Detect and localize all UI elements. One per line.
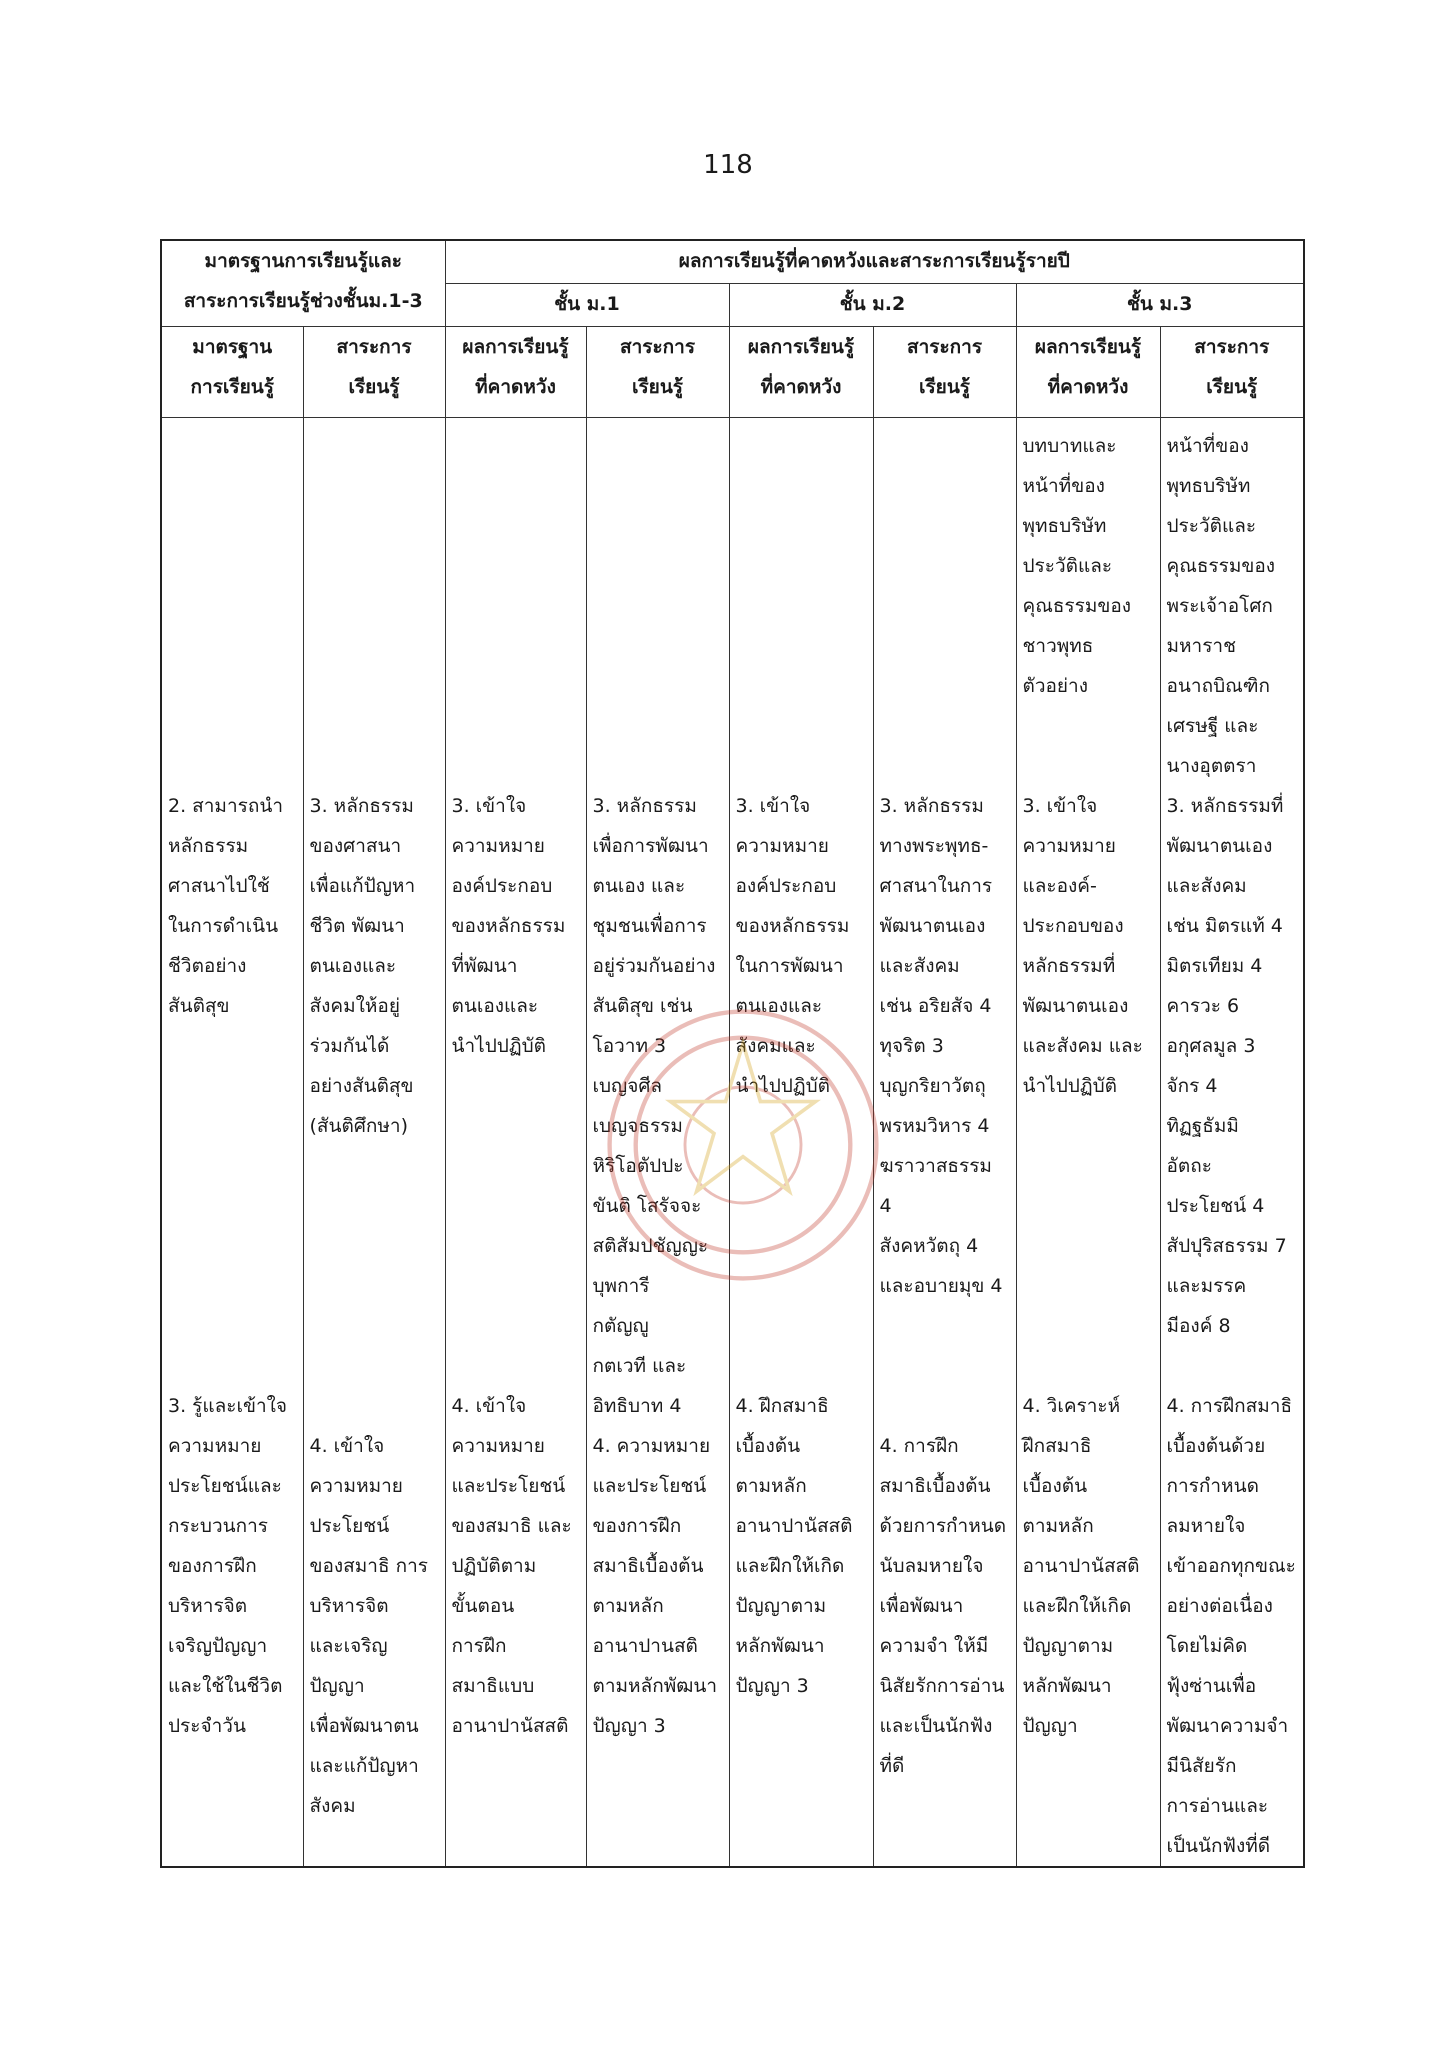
header-col-standard <box>161 327 303 418</box>
table-cell <box>873 418 1016 1868</box>
cell-text: 3. เข้าใจ ความหมาย และองค์- ประกอบของ หลักธรรมที่ พัฒนาตนเอง และสังคม และ นำไปปฏิบัติ <box>1022 795 1143 1097</box>
cell-text: 4. การฝึก สมาธิเบื้องต้น ด้วยการกำหนด นับลมหายใจ เพื่อพัฒนา ความจำ ให้มี นิสัยรักการอ่าน และเป็นนักฟัง ที่ดี <box>879 1435 1007 1777</box>
header-grade-m1: ชั้น ม.1 <box>445 284 729 327</box>
cell-text: หน้าที่ของ พุทธบริษัท ประวัติและ คุณธรรมของ พระเจ้าอโศก มหาราช อนาถบิณฑิก เศรษฐี และ นางอุตตรา <box>1166 435 1276 777</box>
header-col-label: ผลการเรียนรู้ ที่คาดหวัง <box>747 336 855 398</box>
table-cell <box>161 418 303 1868</box>
header-col-label: สาระการ เรียนรู้ <box>906 336 983 398</box>
header-col-label: ผลการเรียนรู้ ที่คาดหวัง <box>1034 336 1142 398</box>
table-cell <box>303 418 445 1868</box>
header-col-outcome-m2 <box>729 327 873 418</box>
table-cell <box>445 418 586 1868</box>
cell-text <box>168 426 297 786</box>
cell-text: 4. เข้าใจ ความหมาย และประโยชน์ ของสมาธิ และ ปฏิบัติตาม ขั้นตอน การฝึก สมาธิแบบ อานาปานัสสติ <box>451 1395 572 1737</box>
header-col-label: ผลการเรียนรู้ ที่คาดหวัง <box>462 336 569 398</box>
cell-text: 2. สามารถนำ หลักธรรม ศาสนาไปใช้ ในการดำเนิน ชีวิตอย่าง สันติสุข <box>168 795 283 1017</box>
cell-text: 3. หลักธรรม เพื่อการพัฒนา ตนเอง และ ชุมชนเพื่อการ อยู่ร่วมกันอย่าง สันติสุข เช่น โอวาท 3 เบญจศีล เบญจธรรม หิริโอตัปปะ ขันติ โสรัจจะ สติสัมปชัญญะ บุพการี กตัญญู กตเวที และ อิทธิบาท 4 <box>592 795 716 1417</box>
curriculum-table <box>160 239 1305 1868</box>
header-col-label: มาตรฐาน การเรียนรู้ <box>190 336 274 398</box>
cell-text <box>310 426 439 786</box>
cell-text: 4. เข้าใจ ความหมาย ประโยชน์ ของสมาธิ การ บริหารจิต และเจริญปัญญา เพื่อพัฒนาตน และแก้ปัญหา สังคม <box>309 1435 428 1817</box>
cell-text: 4. วิเคราะห์ ฝึกสมาธิ เบื้องต้น ตามหลัก อานาปานัสสติ และฝึกให้เกิด ปัญญาตาม หลักพัฒนา ปัญญา <box>1022 1395 1140 1737</box>
cell-text: 3. หลักธรรม ทางพระพุทธ- ศาสนาในการ พัฒนาตนเอง และสังคม เช่น อริยสัจ 4 ทุจริต 3 บุญกริยาวัตถุ พรหมวิหาร 4 ฆราวาสธรรม 4 สังคหวัตถุ 4 และอบายมุข 4 <box>879 795 1003 1297</box>
table-cell <box>1160 418 1304 1868</box>
header-col-label: สาระการ เรียนรู้ <box>1194 336 1270 398</box>
header-grade-m3: ชั้น ม.3 <box>1016 284 1304 327</box>
header-col-label: สาระการ เรียนรู้ <box>336 336 412 398</box>
header-outcomes-group <box>445 240 1304 284</box>
cell-text: 3. หลักธรรม ของศาสนา เพื่อแก้ปัญหา ชีวิต พัฒนา ตนเองและ สังคมให้อยู่ ร่วมกันได้ อย่างสันติสุข (สันติศึกษา) <box>309 795 416 1137</box>
table-cell <box>1016 418 1160 1868</box>
cell-text <box>593 426 723 786</box>
cell-text <box>452 426 580 786</box>
cell-text: 3. รู้และเข้าใจ ความหมาย ประโยชน์และ กระบวนการ ของการฝึก บริหารจิต เจริญปัญญา และใช้ในชีวิต ประจำวัน <box>168 1395 288 1737</box>
header-col-content-m1 <box>586 327 729 418</box>
cell-text: 3. เข้าใจ ความหมาย องค์ประกอบ ของหลักธรรม ในการพัฒนา ตนเองและ สังคมและ นำไปปฏิบัติ <box>735 795 850 1097</box>
header-col-content-m3 <box>1160 327 1304 418</box>
header-standards-group <box>161 240 445 327</box>
header-col-outcome-m3 <box>1016 327 1160 418</box>
table-cell <box>729 418 873 1868</box>
table-cell <box>586 418 729 1868</box>
header-col-label: สาระการ เรียนรู้ <box>619 336 696 398</box>
cell-text: 3. เข้าใจ ความหมาย องค์ประกอบ ของหลักธรรม ที่พัฒนา ตนเองและ นำไปปฏิบัติ <box>451 795 566 1057</box>
header-col-outcome-m1 <box>445 327 586 418</box>
header-outcomes-group-label: ผลการเรียนรู้ที่คาดหวังและสาระการเรียนรู้รายปี <box>678 250 1070 272</box>
cell-text: 3. หลักธรรมที่ พัฒนาตนเอง และสังคม เช่น มิตรแท้ 4 มิตรเทียม 4 คารวะ 6 อกุศลมูล 3 จักร 4 ทิฏฐธัมมิ อัตถะ ประโยชน์ 4 สัปปุริสธรรม 7 และมรรค มีองค์ 8 <box>1166 795 1287 1337</box>
header-col-content-m2 <box>873 327 1016 418</box>
page-number: 118 <box>703 150 753 180</box>
cell-text: บทบาทและ หน้าที่ของ พุทธบริษัท ประวัติและ คุณธรรมของ ชาวพุทธ ตัวอย่าง <box>1022 435 1132 697</box>
header-standards-group-label: มาตรฐานการเรียนรู้และ สาระการเรียนรู้ช่วงชั้นม.1-3 <box>183 250 423 312</box>
cell-text: 4. การฝึกสมาธิ เบื้องต้นด้วย การกำหนด ลมหายใจ เข้าออกทุกขณะ อย่างต่อเนื่อง โดยไม่คิด ฟุ้งซ่านเพื่อ พัฒนาความจำ มีนิสัยรัก การอ่านและ เป็นนักฟังที่ดี <box>1166 1395 1296 1857</box>
cell-text <box>880 426 1010 786</box>
header-grade-m2: ชั้น ม.2 <box>729 284 1016 327</box>
cell-text: 4. ความหมาย และประโยชน์ ของการฝึก สมาธิเบื้องต้น ตามหลัก อานาปานสติ ตามหลักพัฒนา ปัญญา 3 <box>592 1435 718 1737</box>
table-row <box>161 418 1304 1868</box>
cell-text <box>736 426 867 786</box>
cell-text: 4. ฝึกสมาธิ เบื้องต้น ตามหลัก อานาปานัสสติ และฝึกให้เกิด ปัญญาตาม หลักพัฒนา ปัญญา 3 <box>735 1395 853 1697</box>
header-col-content <box>303 327 445 418</box>
